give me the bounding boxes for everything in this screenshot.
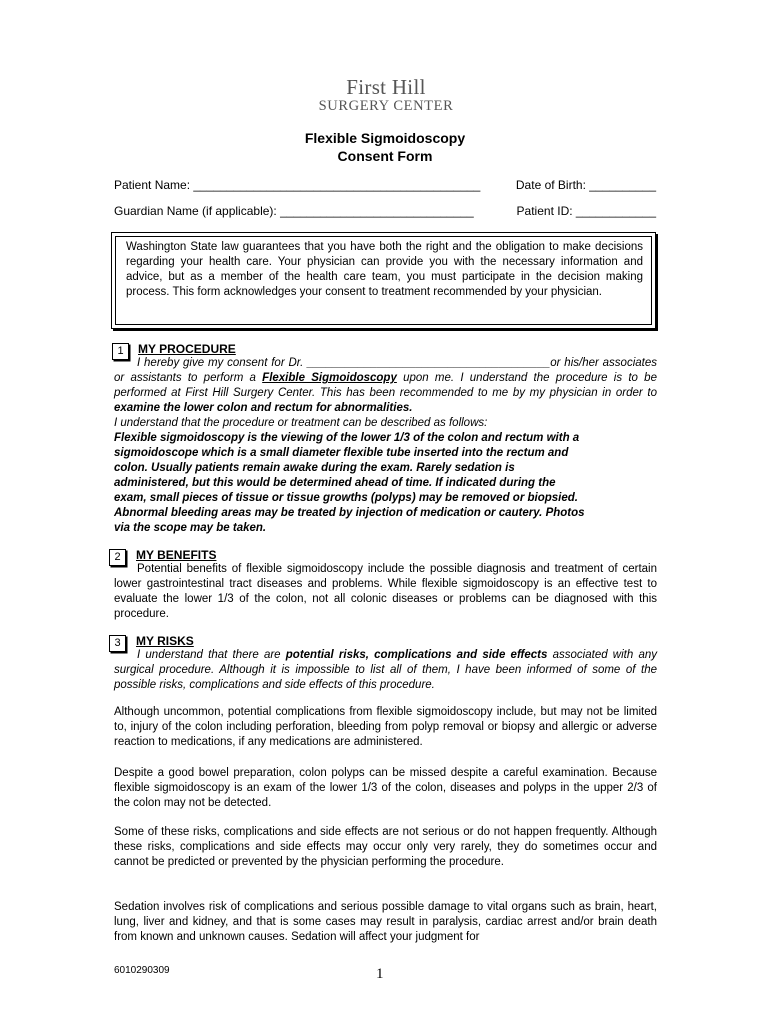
risks-complications-paragraph: Although uncommon, potential complications from flexible sigmoidoscopy include, but may not be limited to, injury of the colon including perforation, bleeding from polyp removal or biopsy and allergic or adverse reaction to medications, if any medications are administered.	[114, 706, 657, 748]
risks-intro-prefix: I understand that there are	[137, 649, 286, 661]
procedure-purpose: examine the lower colon and rectum for abnormalities.	[114, 402, 413, 414]
risks-intro-emphasis: potential risks, complications and side effects	[285, 649, 548, 661]
risks-intro-suffix: associated with any surgical procedure. Although it is impossible to list all of them, I have been informed of some of the possible risks, complications and side effects of this procedure.	[114, 649, 658, 691]
first-hill-logo	[306, 76, 466, 114]
risks-polyps-paragraph: Despite a good bowel preparation, colon polyps can be missed despite a careful examination. Because flexible sigmoidoscopy is an exam of the lower 1/3 of the colon, diseases and polyps in the upper 2/3 of the colon may not be detected.	[114, 767, 657, 809]
risks-sedation-paragraph: Sedation involves risk of complications and serious possible damage to vital organs such as brain, heart, lung, liver and kidney, and that is some cases may result in paralysis, cardiac arrest and/or brain death from known and unknown causes. Sedation will affect your judgment for	[114, 901, 657, 943]
procedure-description: Flexible sigmoidoscopy is the viewing of the lower 1/3 of the colon and rectum with a sigmoidoscope which is a small diameter flexible tube inserted into the rectum and colon. Usually patients remain awake during the exam. Rarely sedation is administered, but this would be determined ahead of time. If indicated during the exam, small pieces of tissue or tissue growths (polyps) may be removed or biopsied. Abnormal bleeding areas may be treated by injection of medication or cautery. Photos via the scope may be taken.	[114, 432, 585, 534]
consent-prefix: I hereby give my consent for Dr. ______________________________________or his/her associates or assistants to perform a	[114, 357, 657, 384]
procedure-section-title: MY PROCEDURE	[138, 342, 236, 356]
consent-suffix: upon me. I understand the procedure is to be performed at First Hill Surgery Center. This has been recommended to me by my physician in order to	[114, 372, 657, 399]
risks-section-title: MY RISKS	[136, 634, 194, 648]
procedure-description-intro: I understand that the procedure or treatment can be described as follows:	[114, 417, 488, 429]
section-1-number: 1	[112, 343, 129, 360]
guardian-name-field[interactable]: Guardian Name (if applicable): _____________________________	[114, 204, 474, 218]
section-3-number: 3	[109, 635, 126, 652]
patient-name-field[interactable]: Patient Name: ___________________________________________	[114, 178, 481, 192]
form-title: Flexible Sigmoidoscopy	[304, 130, 466, 146]
patient-id-field[interactable]: Patient ID: ____________	[516, 204, 656, 218]
procedure-consent-paragraph	[114, 356, 657, 416]
risks-frequency-paragraph: Some of these risks, complications and side effects are not serious or do not happen frequently. Although these risks, complications and side effects may occur only very rarely, they do sometimes occur and cannot be predicted or prevented by the physician performing the procedure.	[114, 826, 657, 868]
state-law-notice-text: Washington State law guarantees that you have both the right and the obligation to make decisions regarding your health care. Your physician can provide you with the necessary information and advice, but as a member of the health care team, you must participate in the decision making process. This form acknowledges your consent to treatment recommended by your physician.	[126, 241, 643, 298]
logo-line-1: First Hill	[346, 75, 426, 99]
benefits-section-title: MY BENEFITS	[136, 548, 217, 562]
page-number: 1	[376, 966, 384, 982]
logo-line-2: SURGERY CENTER	[318, 98, 454, 114]
procedure-name: Flexible Sigmoidoscopy	[262, 372, 397, 384]
form-code: 6010290309	[114, 965, 170, 976]
date-of-birth-field[interactable]: Date of Birth: __________	[515, 178, 656, 192]
form-subtitle: Consent Form	[337, 148, 433, 164]
procedure-section-body	[114, 356, 657, 536]
state-law-notice-box	[111, 232, 656, 329]
section-2-number: 2	[109, 549, 126, 566]
risks-intro	[114, 648, 657, 693]
benefits-text: Potential benefits of flexible sigmoidoscopy include the possible diagnosis and treatment of certain lower gastrointestinal tract diseases and problems. While flexible sigmoidoscopy is an effective test to evaluate the lower 1/3 of the colon, not all colonic diseases or problems can be diagnosed with this procedure.	[114, 563, 657, 620]
benefits-section-body	[114, 562, 657, 622]
